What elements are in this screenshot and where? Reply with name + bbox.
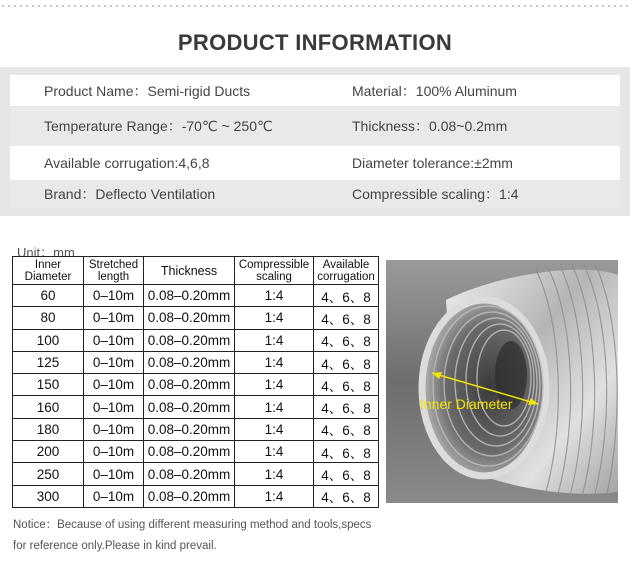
cell-thickness: 0.08–0.20mm [144, 396, 235, 418]
cell-stretched-length: 0–10m [84, 463, 144, 485]
cell-inner-diameter: 100 [13, 329, 84, 351]
cell-stretched-length: 0–10m [84, 329, 144, 351]
cell-stretched-length: 0–10m [84, 441, 144, 463]
cell-stretched-length: 0–10m [84, 285, 144, 307]
cell-stretched-length: 0–10m [84, 396, 144, 418]
table-row [13, 485, 379, 507]
cell-compressible-scaling: 1:4 [235, 307, 314, 329]
info-row [10, 75, 620, 106]
table-row [13, 463, 379, 485]
cell-stretched-length: 0–10m [84, 307, 144, 329]
cell-stretched-length: 0–10m [84, 418, 144, 440]
spec-table [12, 256, 379, 508]
header-stretched-length: Stretched length [84, 257, 144, 285]
aluminum-duct-image [386, 260, 618, 503]
unit-label: Unit：mm [17, 245, 75, 260]
table-row [13, 396, 379, 418]
header-available-corrugation: Available corrugation [314, 257, 379, 285]
info-row [10, 106, 620, 146]
cell-available-corrugation: 4、6、8 [314, 396, 379, 418]
cell-thickness: 0.08–0.20mm [144, 285, 235, 307]
table-row [13, 418, 379, 440]
cell-inner-diameter: 60 [13, 285, 84, 307]
cell-inner-diameter: 300 [13, 485, 84, 507]
table-row [13, 441, 379, 463]
cell-thickness: 0.08–0.20mm [144, 485, 235, 507]
table-row [13, 351, 379, 373]
info-row [10, 146, 620, 180]
info-thickness: Thickness：0.08~0.2mm [352, 118, 508, 134]
product-info-inner [10, 75, 620, 208]
info-corrugation: Available corrugation:4,6,8 [44, 155, 210, 171]
table-row [13, 285, 379, 307]
cell-inner-diameter: 250 [13, 463, 84, 485]
spec-table-header-row [13, 257, 379, 285]
dotted-divider [0, 5, 630, 7]
cell-compressible-scaling: 1:4 [235, 374, 314, 396]
cell-compressible-scaling: 1:4 [235, 285, 314, 307]
cell-available-corrugation: 4、6、8 [314, 418, 379, 440]
header-inner-diameter: Inner Diameter [13, 257, 84, 285]
cell-compressible-scaling: 1:4 [235, 441, 314, 463]
inner-diameter-label: Inner Diameter [420, 396, 513, 412]
cell-available-corrugation: 4、6、8 [314, 329, 379, 351]
cell-compressible-scaling: 1:4 [235, 418, 314, 440]
cell-thickness: 0.08–0.20mm [144, 351, 235, 373]
cell-inner-diameter: 200 [13, 441, 84, 463]
cell-thickness: 0.08–0.20mm [144, 329, 235, 351]
cell-available-corrugation: 4、6、8 [314, 374, 379, 396]
cell-available-corrugation: 4、6、8 [314, 285, 379, 307]
cell-available-corrugation: 4、6、8 [314, 441, 379, 463]
cell-thickness: 0.08–0.20mm [144, 418, 235, 440]
cell-available-corrugation: 4、6、8 [314, 351, 379, 373]
cell-available-corrugation: 4、6、8 [314, 307, 379, 329]
table-row [13, 374, 379, 396]
cell-available-corrugation: 4、6、8 [314, 485, 379, 507]
info-compressible-scaling: Compressible scaling：1:4 [352, 186, 519, 202]
cell-available-corrugation: 4、6、8 [314, 463, 379, 485]
cell-thickness: 0.08–0.20mm [144, 307, 235, 329]
product-info-panel [0, 67, 630, 216]
cell-compressible-scaling: 1:4 [235, 463, 314, 485]
cell-compressible-scaling: 1:4 [235, 396, 314, 418]
info-brand: Brand：Deflecto Ventilation [44, 186, 216, 202]
table-row [13, 307, 379, 329]
duct-photo [386, 260, 618, 503]
cell-compressible-scaling: 1:4 [235, 351, 314, 373]
info-row [10, 180, 620, 208]
info-material: Material：100% Aluminum [352, 82, 517, 99]
cell-inner-diameter: 150 [13, 374, 84, 396]
notice-text [13, 515, 393, 557]
notice-line-1: Notice：Because of using different measuring method and tools,specs [13, 519, 372, 531]
cell-thickness: 0.08–0.20mm [144, 441, 235, 463]
page-title: PRODUCT INFORMATION [177, 30, 453, 55]
cell-stretched-length: 0–10m [84, 351, 144, 373]
notice-line-2: for reference only.Please in kind prevail. [13, 540, 217, 552]
cell-inner-diameter: 80 [13, 307, 84, 329]
cell-compressible-scaling: 1:4 [235, 329, 314, 351]
cell-stretched-length: 0–10m [84, 374, 144, 396]
cell-inner-diameter: 160 [13, 396, 84, 418]
cell-stretched-length: 0–10m [84, 485, 144, 507]
header-thickness: Thickness [144, 257, 235, 285]
info-diameter-tolerance: Diameter tolerance:±2mm [352, 155, 513, 171]
cell-inner-diameter: 125 [13, 351, 84, 373]
cell-thickness: 0.08–0.20mm [144, 463, 235, 485]
header-compressible-scaling: Compressible scaling [235, 257, 314, 285]
cell-compressible-scaling: 1:4 [235, 485, 314, 507]
cell-inner-diameter: 180 [13, 418, 84, 440]
info-product-name: Product Name：Semi-rigid Ducts [44, 82, 251, 99]
table-row [13, 329, 379, 351]
cell-thickness: 0.08–0.20mm [144, 374, 235, 396]
info-temperature-range: Temperature Range：-70℃ ~ 250℃ [44, 118, 273, 134]
